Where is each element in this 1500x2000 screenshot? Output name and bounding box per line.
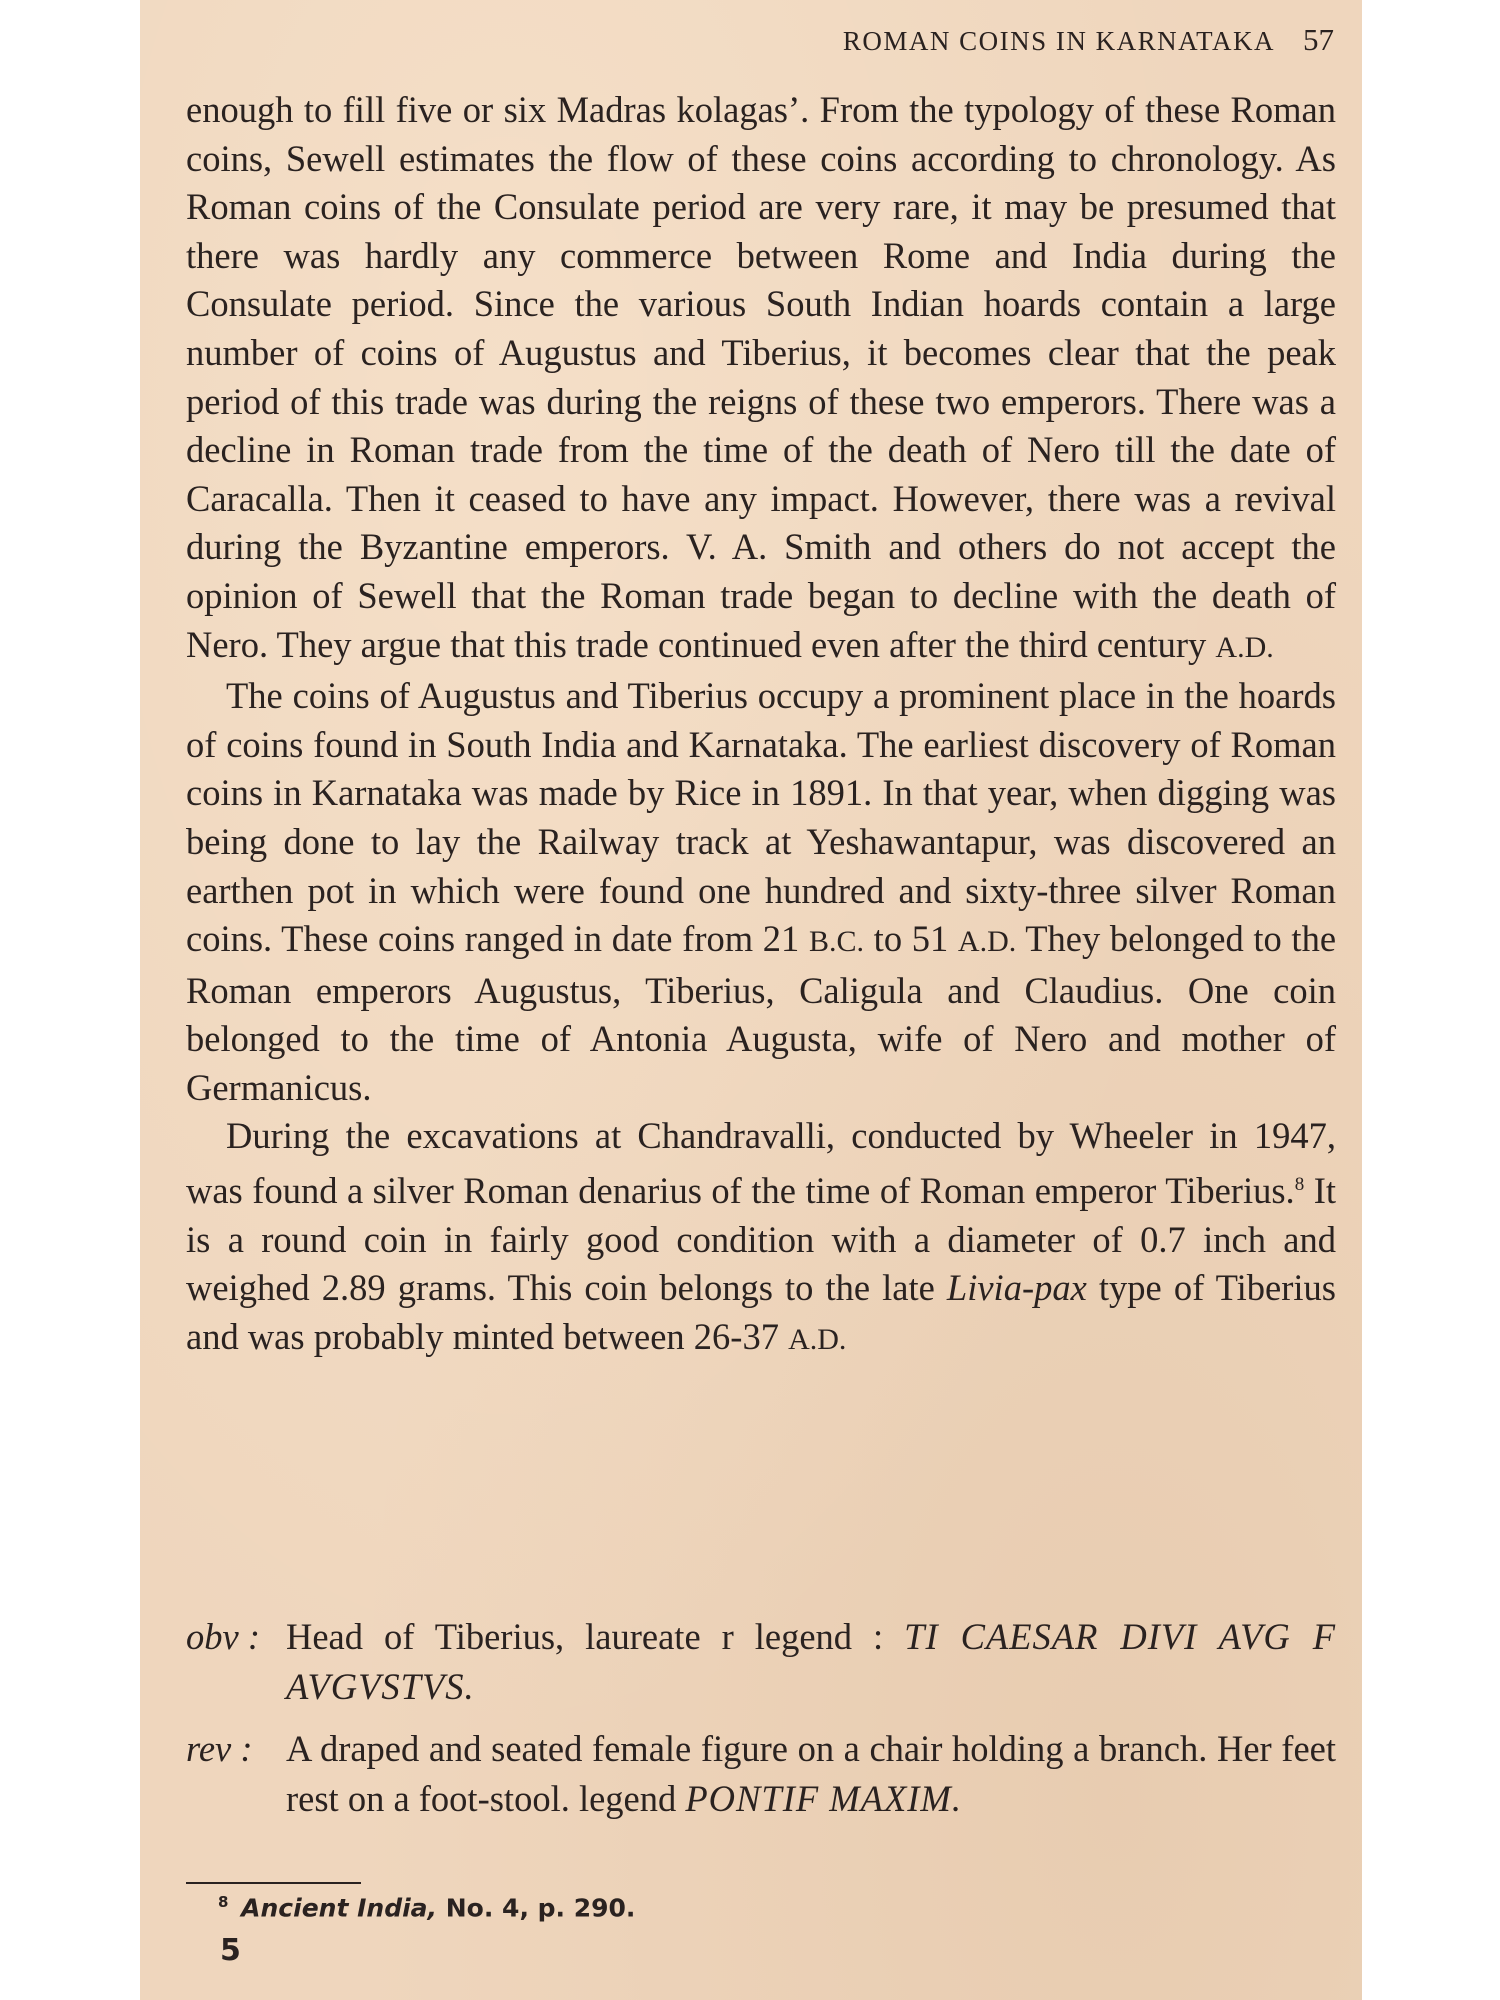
paragraph-2-text-b: to 51 <box>873 918 949 960</box>
paragraph-3 <box>186 1112 1336 1364</box>
obverse-text <box>286 1612 1336 1712</box>
footnote-reference[interactable]: 8 <box>1294 1174 1305 1196</box>
obverse-legend: TI CAESAR DIVI AVG F AVGVSTVS. <box>286 1616 1337 1707</box>
obverse-description: Head of Tiberius, laureate r legend : <box>286 1616 884 1657</box>
body-text <box>186 86 1336 1365</box>
paragraph-2 <box>186 672 1336 1112</box>
era-abbrev: A.D. <box>788 1323 847 1356</box>
footnote <box>218 1893 635 1922</box>
paragraph-3-text-a: During the excavations at Chandravalli, conducted by Wheeler in 1947, was found a silver Roman denarius of the time of Roman emperor Tiberius. <box>186 1115 1336 1212</box>
footnote-source: Ancient India, <box>241 1893 438 1923</box>
reverse-label: rev : <box>186 1728 253 1769</box>
book-page <box>140 0 1362 2000</box>
era-abbrev-bc: B.C. <box>808 925 864 959</box>
paragraph-3-text-c: type of Tiberius and was probably minted between 26-37 <box>186 1267 1337 1357</box>
page-number: 57 <box>1303 22 1334 57</box>
paragraph-1-text: enough to fill five or six Madras kolagas’. From the typology of these Roman coins, Sewell estimates the flow of these coins according to chronology. As Roman coins of the Consulate period are very rare, it may be presumed that there was hardly any commerce between Rome and India during the Consulate period. Since the various South Indian hoards contain a large number of coins of Augustus and Tiberius, it becomes clear that the peak period of this trade was during the reigns of these two emperors. There was a decline in Roman trade from the time of the death of Nero till the date of Caracalla. Then it ceased to have any impact. However, there was a revival during the Byzantine emperors. V. A. Smith and others do not accept the opinion of Sewell that the Roman trade began to decline with the death of Nero. They argue that this trade continued even after the third century <box>186 89 1336 665</box>
era-abbrev-ad: A.D. <box>957 925 1017 959</box>
obverse-label: obv : <box>186 1616 260 1657</box>
paragraph-1 <box>186 86 1336 672</box>
paragraph-2-text-c: They belonged to the Roman emperors Augustus, Tiberius, Caligula and Claudius. One coin belonged to the time of Antonia Augusta, wife of Nero and mother of Germanicus. <box>186 918 1337 1108</box>
reverse-legend: PONTIF MAXIM. <box>685 1778 962 1819</box>
paragraph-3-text-b: It is a round coin in fairly good condition with a diameter of 0.7 inch and weighed 2.89 grams. This coin belongs to the late <box>186 1170 1337 1309</box>
footnote-rule <box>186 1882 361 1884</box>
footnote-number: 8 <box>218 1893 229 1911</box>
paragraph-2-text-a: The coins of Augustus and Tiberius occupy a prominent place in the hoards of coins found in South India and Karnataka. The earliest discovery of Roman coins in Karnataka was made by Rice in 1891. In that year, when digging was being done to lay the Railway track at Yeshawantapur, was discovered an earthen pot in which were found one hundred and sixty-three silver Roman coins. These coins ranged in date from 21 <box>186 675 1336 960</box>
running-title: ROMAN COINS IN KARNATAKA <box>842 26 1275 56</box>
reverse-entry <box>186 1724 1336 1824</box>
footnote-details: No. 4, p. 290. <box>445 1893 636 1923</box>
running-head <box>843 22 1334 58</box>
reverse-text <box>286 1724 1336 1824</box>
coin-type-term: Livia-pax <box>946 1267 1087 1309</box>
reverse-description: A draped and seated female figure on a chair holding a branch. Her feet rest on a foot-stool. legend <box>286 1728 1336 1819</box>
era-abbrev: A.D. <box>1215 630 1274 664</box>
coin-description <box>186 1612 1336 1836</box>
obverse-entry <box>186 1612 1336 1712</box>
signature-mark: 5 <box>220 1933 241 1968</box>
